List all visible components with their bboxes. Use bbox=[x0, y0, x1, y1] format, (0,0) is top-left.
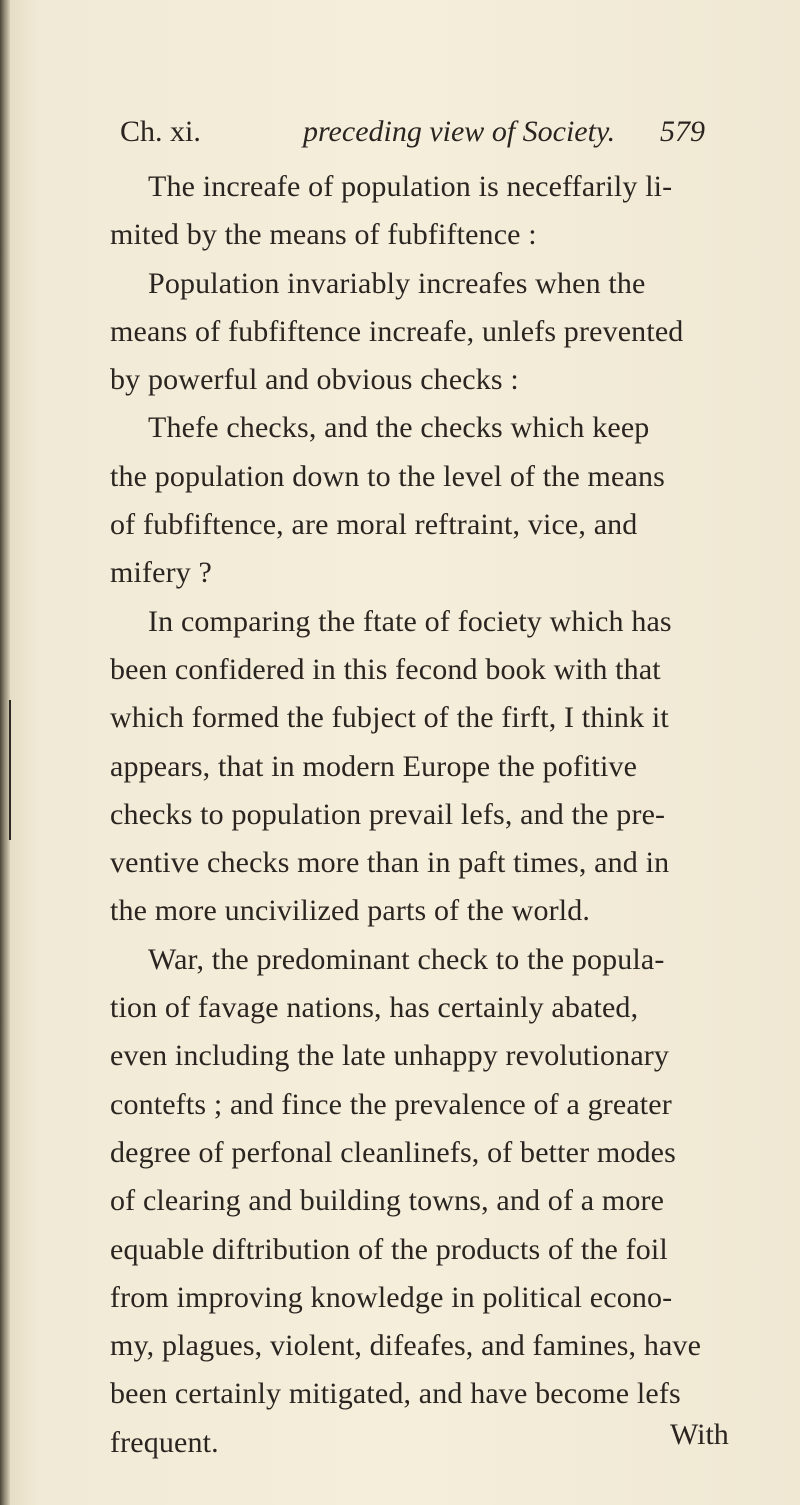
text-line: contefts ; and fince the prevalence of a greater bbox=[110, 1087, 672, 1121]
text-line: my, plagues, violent, difeafes, and famines, have bbox=[110, 1329, 702, 1363]
text-line: of clearing and building towns, and of a more bbox=[110, 1184, 665, 1218]
text-line: mited by the means of fubfiftence : bbox=[110, 218, 537, 252]
text-line: degree of perfonal cleanlinefs, of better modes bbox=[110, 1135, 676, 1169]
text-line: from improving knowledge in political econo- bbox=[110, 1280, 673, 1314]
text-line: appears, that in modern Europe the pofitive bbox=[110, 749, 638, 783]
text-line: frequent. bbox=[110, 1425, 219, 1459]
text-line: checks to population prevail lefs, and the pre- bbox=[110, 797, 666, 831]
text-line: Thefe checks, and the checks which keep bbox=[148, 411, 650, 445]
text-line: been certainly mitigated, and have become lefs bbox=[110, 1377, 681, 1411]
text-line: the population down to the level of the means bbox=[110, 459, 665, 493]
text-line: ventive checks more than in paft times, and in bbox=[110, 846, 670, 880]
text-line: of fubfiftence, are moral reftraint, vice, and bbox=[110, 508, 638, 542]
page-edge-rule bbox=[9, 700, 11, 840]
text-line: means of fubfiftence increafe, unlefs prevented bbox=[110, 314, 684, 348]
text-line: even including the late unhappy revolutionary bbox=[110, 1039, 670, 1073]
running-head bbox=[120, 112, 705, 152]
text-line: which formed the fubject of the firft, I think it bbox=[110, 701, 669, 735]
text-line: Population invariably increafes when the bbox=[148, 266, 646, 300]
running-title: preceding view of Society. bbox=[303, 115, 616, 148]
text-line: tion of favage nations, has certainly abated, bbox=[110, 991, 639, 1025]
text-line: the more uncivilized parts of the world. bbox=[110, 894, 591, 928]
body-text bbox=[110, 163, 750, 1467]
text-line: The increafe of population is neceffarily li- bbox=[148, 170, 673, 203]
text-line: In comparing the ftate of fociety which has bbox=[148, 604, 672, 638]
catchword: With bbox=[670, 1418, 729, 1451]
text-line: by powerful and obvious checks : bbox=[110, 363, 519, 397]
page-number: 579 bbox=[660, 115, 705, 148]
text-line: War, the predominant check to the popula- bbox=[148, 942, 665, 976]
chapter-label: Ch. xi. bbox=[120, 115, 201, 148]
text-line: mifery ? bbox=[110, 556, 212, 590]
text-line: been confidered in this fecond book with that bbox=[110, 652, 661, 686]
text-line: equable diftribution of the products of the foil bbox=[110, 1232, 668, 1266]
